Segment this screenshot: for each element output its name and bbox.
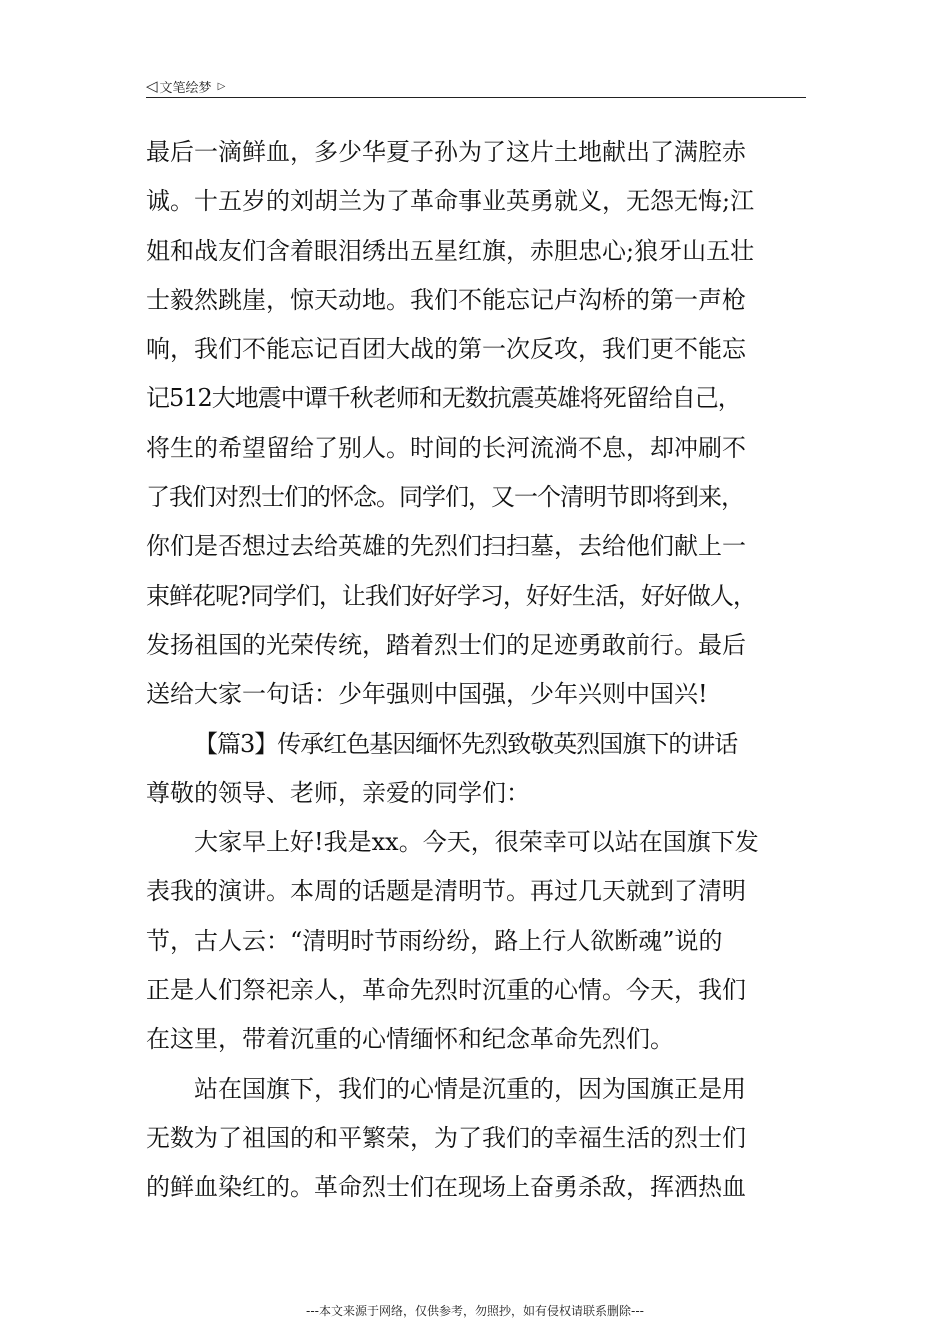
text-line: 记512大地震中谭千秋老师和无数抗震英雄将死留给自己， [146,384,741,413]
text-line: 在这里，带着沉重的心情缅怀和纪念革命先烈们。 [146,1025,674,1054]
text-line: 士毅然跳崖，惊天动地。我们不能忘记卢沟桥的第一声枪 [146,285,746,314]
text-line: 无数为了祖国的和平繁荣，为了我们的幸福生活的烈士们 [146,1123,746,1152]
salutation: 尊敬的领导、老师，亲爱的同学们： [146,778,530,807]
header-title: 文笔绘梦 [159,80,212,96]
text-line: 大家早上好!我是xx。今天，很荣幸可以站在国旗下发 [194,828,759,857]
triangle-right-icon: ▷ [217,80,226,92]
text-line: 节，古人云：“清明时节雨纷纷，路上行人欲断魂”说的 [146,926,723,955]
page-header [146,74,806,98]
footer-disclaimer: ---本文来源于网络，仅供参考，勿照抄，如有侵权请联系删除--- [306,1304,644,1318]
document-body [146,128,810,1213]
text-line: 了我们对烈士们的怀念。同学们，又一个清明节即将到来， [146,483,744,512]
text-line: 发扬祖国的光荣传统，踏着烈士们的足迹勇敢前行。最后 [146,630,746,659]
section-title: 【篇3】传承红色基因缅怀先烈致敬英烈国旗下的讲话 [194,729,738,758]
text-line: 诚。十五岁的刘胡兰为了革命事业英勇就义，无怨无悔;江 [146,187,755,216]
text-line: 最后一滴鲜血，多少华夏子孙为了这片土地献出了满腔赤 [146,138,746,166]
text-line: 送给大家一句话：少年强则中国强，少年兴则中国兴! [146,680,708,709]
text-line: 将生的希望留给了别人。时间的长河流淌不息，却冲刷不 [146,433,746,462]
text-line: 站在国旗下，我们的心情是沉重的，因为国旗正是用 [194,1074,746,1103]
text-line: 响，我们不能忘记百团大战的第一次反攻，我们更不能忘 [146,335,746,364]
header-divider [146,97,806,98]
triangle-left-icon: ◁ [146,77,158,95]
text-line: 你们是否想过去给英雄的先烈们扫扫墓，去给他们献上一 [146,532,746,561]
text-line: 表我的演讲。本周的话题是清明节。再过几天就到了清明 [146,877,746,906]
text-line: 姐和战友们含着眼泪绣出五星红旗，赤胆忠心;狼牙山五壮 [146,236,755,265]
text-line: 的鲜血染红的。革命烈士们在现场上奋勇杀敌，挥洒热血 [146,1173,746,1202]
text-line: 正是人们祭祀亲人，革命先烈时沉重的心情。今天，我们 [146,976,746,1005]
text-line: 束鲜花呢?同学们，让我们好好学习，好好生活，好好做人， [146,581,756,610]
